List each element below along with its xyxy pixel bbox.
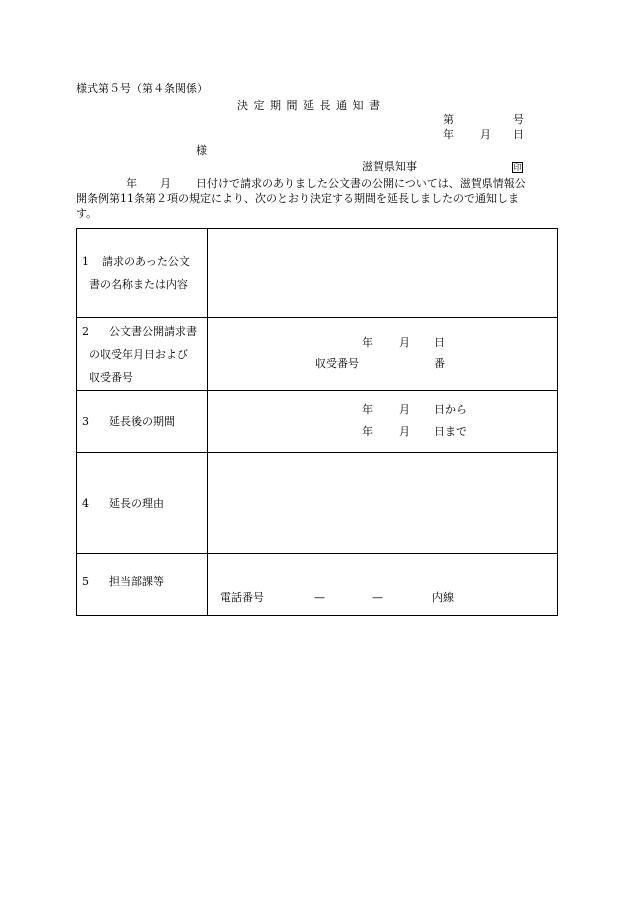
row-department [77,554,558,616]
receipt-number-suffix: 番 [434,357,445,370]
row-extended-period [77,391,558,453]
row5-value [208,554,558,616]
date-day: 日 [513,128,524,141]
row-extension-reason [77,453,558,554]
row1-label: 1 請求のあった公文 書の名称または内容 [77,229,208,318]
receipt-year: 年 [362,336,373,349]
phone-label: 電話番号 [220,591,264,604]
receipt-number-label: 収受番号 [315,357,359,370]
row-document-name [77,229,558,318]
date-month: 月 [480,128,491,141]
extension-label: 内線 [432,591,454,604]
period-from-day: 日から [434,403,467,416]
period-to-month: 月 [399,425,410,438]
addressee-suffix: 様 [196,144,207,157]
date-year: 年 [443,128,454,141]
row2-label: 2 公文書公開請求書 の収受年月日および 収受番号 [77,318,208,391]
body-line-1: 日付けで請求のありました公文書の公開については、滋賀県情報公 [196,177,526,190]
row4-value [208,453,558,554]
row2-value [208,318,558,391]
phone-dash-1: — [314,591,325,604]
body-year: 年 [126,177,137,190]
row3-value [208,391,558,453]
document-title: 決 定 期 間 延 長 通 知 書 [237,99,381,112]
sender-name: 滋賀県知事 [362,160,417,173]
row5-label: 5 担当部課等 [77,554,208,616]
form-number: 様式第５号（第４条関係） [76,82,208,95]
seal-mark: 印 [513,162,522,172]
receipt-month: 月 [399,336,410,349]
period-from-year: 年 [362,403,373,416]
period-from-month: 月 [399,403,410,416]
body-line-3: す。 [76,207,98,220]
period-to-year: 年 [362,425,373,438]
row3-label: 3 延長後の期間 [77,391,208,453]
notice-form-table [76,228,558,616]
row4-label: 4 延長の理由 [77,453,208,554]
body-month: 月 [160,177,171,190]
body-line-2: 開条例第11条第２項の規定により、次のとおり決定する期間を延長しましたので通知しま [76,192,519,205]
phone-dash-2: — [372,591,383,604]
period-to-day: 日まで [434,425,467,438]
receipt-day: 日 [434,336,445,349]
doc-number-prefix: 第 [443,113,454,126]
row1-value [208,229,558,318]
doc-number-suffix: 号 [513,113,524,126]
row-receipt [77,318,558,391]
